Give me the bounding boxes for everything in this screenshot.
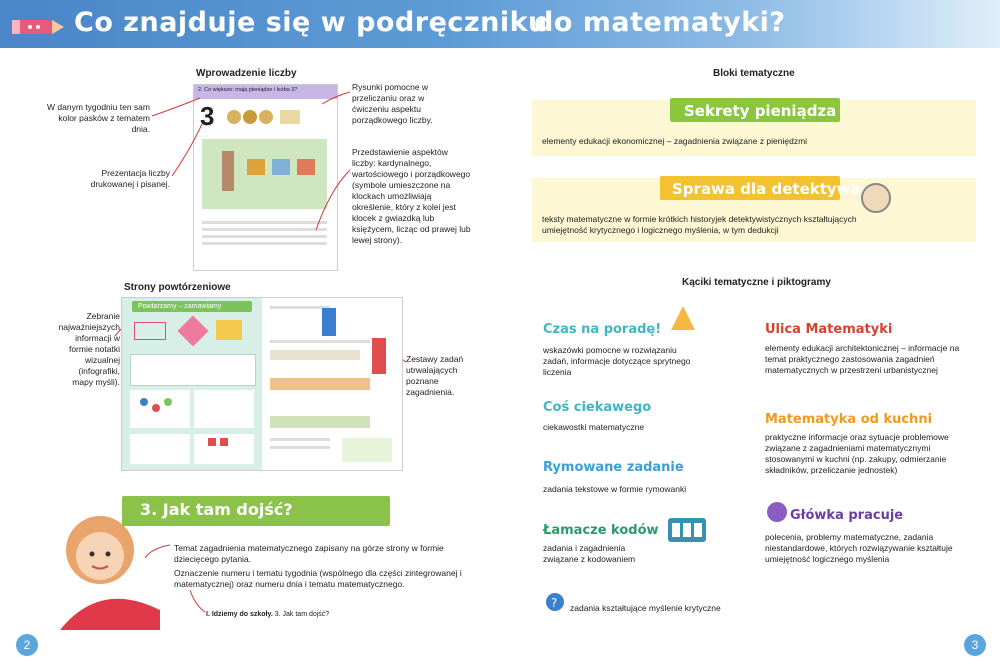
corner-title-cos: Coś ciekawego bbox=[543, 400, 652, 415]
exercise-page bbox=[262, 298, 402, 470]
annotation-exercise-sets: Zestawy zadań utrwalających poznane zagadnienia. bbox=[406, 354, 464, 397]
block2-title: Sprawa dla detektywa bbox=[672, 180, 861, 198]
code-lock-icon bbox=[668, 518, 706, 542]
chapter-title: 3. Jak tam dojść? bbox=[140, 500, 293, 519]
annotation-presentation: Prezentacja liczby drukowanej i pisanej. bbox=[90, 168, 170, 189]
annotation-aspects: Przedstawienie aspektów liczby: kardynalnego, wartościowego i porządkowego (symbole umieszczone na klockach umożliwiają określenie, który z kolei jest klocek z gwiazdką lub księżycem, licząc od prawej lub lewej strony). bbox=[352, 147, 471, 245]
thumb2-banner: Powtarzamy – zamawiamy bbox=[132, 301, 252, 312]
thumb1-digit: 3 bbox=[200, 101, 215, 131]
svg-text:?: ? bbox=[551, 596, 558, 610]
annotation-week-color: W danym tygodniu ten sam kolor pasków z tematem dnia. bbox=[47, 102, 150, 134]
annotation-drawings: Rysunki pomocne w przeliczaniu oraz w ćwiczeniu aspektu porządkowego liczby. bbox=[352, 82, 433, 125]
corner-desc-cos: ciekawostki matematyczne bbox=[543, 422, 645, 432]
corner-desc-lamacze: zadania i zagadnienia związane z kodowaniem bbox=[543, 543, 636, 564]
brain-icon bbox=[765, 500, 789, 524]
page-title-left: Co znajduje się w podręczniku bbox=[74, 7, 548, 38]
annotation-topic: Temat zagadnienia matematycznego zapisany na górze strony w formie dziecięcego pytania. bbox=[174, 543, 444, 564]
footer-topic: 3. Jak tam dojść? bbox=[274, 611, 330, 618]
annotation-infographic: Zebranie najważniejszych informacji w formie notatki wizualnej (infografiki, mapy myśli). bbox=[58, 311, 120, 387]
corner-title-lamacze: Łamacze kodów bbox=[543, 523, 659, 538]
thinking-pictogram-icon bbox=[545, 592, 565, 612]
corners-heading: Kąciki tematyczne i piktogramy bbox=[682, 277, 831, 288]
page-title-right: do matematyki? bbox=[534, 7, 786, 38]
corner-title-rymowane: Rymowane zadanie bbox=[543, 460, 684, 475]
infographic-page bbox=[122, 298, 262, 470]
magnifier-icon bbox=[856, 178, 896, 218]
corner-desc-rymowane: zadania tekstowe w formie rymowanki bbox=[543, 484, 687, 494]
page-number-left: 2 bbox=[16, 634, 38, 656]
pictogram-desc: zadania kształtujące myślenie krytyczne bbox=[570, 603, 721, 613]
corner-desc-czas: wskazówki pomocne w rozwiązaniu zadań, informacje dotyczące sprytnego liczenia bbox=[543, 345, 691, 377]
corner-desc-glowka: polecenia, problemy matematyczne, zadania niestandardowe, których rozwiązywanie kształtuje umiejętność logicznego myślenia bbox=[765, 532, 953, 564]
block1-desc: elementy edukacji ekonomicznej – zagadnienia związane z pieniędzmi bbox=[542, 136, 808, 146]
annotation-numbering: Oznaczenie numeru i tematu tygodnia (wspólnego dla części zintegrowanej i matematycznej) oraz numeru dnia i tematu matematycznego. bbox=[174, 568, 462, 589]
corner-desc-ulica: elementy edukacji architektonicznej – informacje na temat praktycznego zastosowania zagadnień matematycznych w przestrzeni urbanistycznej bbox=[765, 343, 960, 375]
block2-desc: teksty matematyczne w formie krótkich historyjek detektywistycznych kształtujących umiejętność krytycznego i logicznego myślenia, w tym dedukcji bbox=[542, 214, 857, 235]
corner-desc-kuchnia: praktyczne informacje oraz sytuacje problemowe związane z zagadnieniami matematycznymi stosowanymi w kuchni (np. zakupy, odmierzanie składników, przeliczanie jednostek) bbox=[765, 432, 949, 475]
footer-week: I. Idziemy do szkoły. bbox=[206, 611, 273, 618]
corner-title-glowka: Główka pracuje bbox=[790, 508, 904, 523]
thumb1-question: 2. Co większe: mają pieniądze i leżba 3? bbox=[194, 85, 337, 99]
cheese-mascot-icon bbox=[667, 302, 699, 334]
review-heading: Strony powtórzeniowe bbox=[124, 282, 231, 293]
corner-title-kuchnia: Matematyka od kuchni bbox=[765, 412, 933, 427]
blocks-heading: Bloki tematyczne bbox=[713, 68, 795, 79]
corner-title-ulica: Ulica Matematyki bbox=[765, 322, 893, 337]
block1-title: Sekrety pieniądza bbox=[684, 102, 837, 120]
intro-heading: Wprowadzenie liczby bbox=[196, 68, 297, 79]
review-pages-thumbnail bbox=[121, 297, 403, 471]
corner-title-czas: Czas na poradę! bbox=[543, 322, 662, 337]
footer-strip bbox=[206, 611, 329, 618]
page-number-right: 3 bbox=[964, 634, 986, 656]
